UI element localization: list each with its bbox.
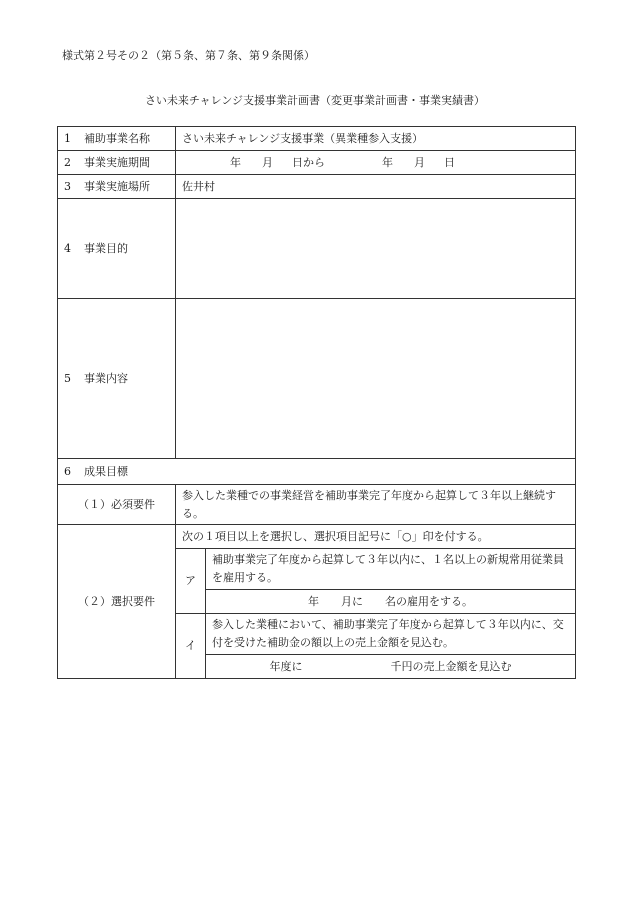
location-value[interactable]: 佐井村 <box>176 175 576 199</box>
content-label: 5 事業内容 <box>58 299 176 459</box>
row-project-name <box>58 127 576 151</box>
row-goals <box>58 459 576 485</box>
selection-label: （２）選択要件 <box>58 525 176 679</box>
project-name-value[interactable]: さい未来チャレンジ支援事業（異業種参入支援） <box>176 127 576 151</box>
option-i-fill[interactable]: 年度に 千円の売上金額を見込む <box>206 655 576 679</box>
option-a-fill[interactable]: 年 月に 名の雇用をする。 <box>206 590 576 614</box>
required-text: 参入した業種での事業経営を補助事業完了年度から起算して３年以上継続する。 <box>176 485 576 525</box>
period-end-year: 年 <box>382 155 393 169</box>
period-start-day: 日から <box>292 155 325 169</box>
row-content <box>58 299 576 459</box>
option-i-mark[interactable]: イ <box>176 614 206 679</box>
option-i-text: 参入した業種において、補助事業完了年度から起算して３年以内に、交付を受けた補助金の額以上の売上金額を見込む。 <box>206 614 576 655</box>
period-end-day: 日 <box>444 155 455 169</box>
plan-form-table <box>57 126 576 679</box>
content-input[interactable] <box>176 299 576 459</box>
option-a-text: 補助事業完了年度から起算して３年以内に、１名以上の新規常用従業員を雇用する。 <box>206 549 576 590</box>
document-title: さい未来チャレンジ支援事業計画書（変更事業計画書・事業実績書） <box>144 94 486 107</box>
period-label: 2 事業実施期間 <box>58 151 176 175</box>
row-location <box>58 175 576 199</box>
form-number: 様式第２号その２（第５条、第７条、第９条関係） <box>62 49 315 62</box>
period-value[interactable] <box>176 151 576 175</box>
row-period <box>58 151 576 175</box>
period-end-month: 月 <box>414 155 425 169</box>
purpose-input[interactable] <box>176 199 576 299</box>
period-start-year: 年 <box>230 155 241 169</box>
row-selection-instruction <box>58 525 576 549</box>
period-start-month: 月 <box>262 155 273 169</box>
row-required <box>58 485 576 525</box>
selection-instruction: 次の１項目以上を選択し、選択項目記号に「○」印を付する。 <box>176 525 576 549</box>
project-name-label: 1 補助事業名称 <box>58 127 176 151</box>
option-a-mark[interactable]: ア <box>176 549 206 614</box>
purpose-label: 4 事業目的 <box>58 199 176 299</box>
required-label: （１）必須要件 <box>58 485 176 525</box>
location-label: 3 事業実施場所 <box>58 175 176 199</box>
row-purpose <box>58 199 576 299</box>
goals-header: 6 成果目標 <box>58 459 576 485</box>
